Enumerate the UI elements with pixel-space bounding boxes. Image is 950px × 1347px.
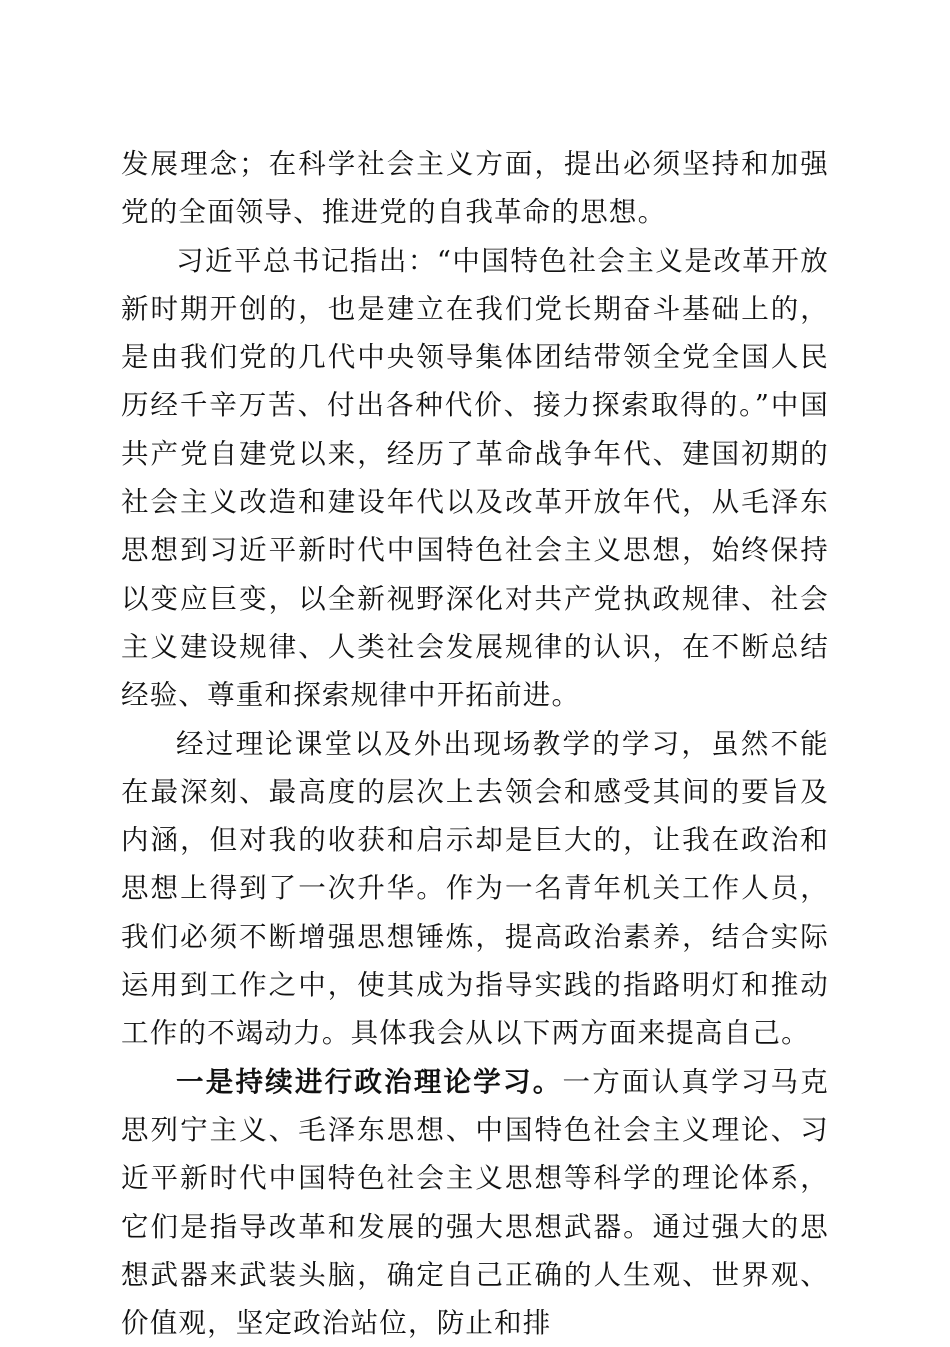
- paragraph-point-one: [121, 1058, 829, 1347]
- paragraph-body-text: 一方面认真学习马克思列宁主义、毛泽东思想、中国特色社会主义理论、习近平新时代中国特色社会主义思想等科学的理论体系，它们是指导改革和发展的强大思想武器。通过强大的思想武器来武装头脑，确定自己正确的人生观、世界观、价值观，坚定政治站位，防止和排: [121, 1065, 829, 1340]
- paragraph-lead-heading: 一是持续进行政治理论学习。: [176, 1065, 563, 1098]
- paragraph-quote: 习近平总书记指出：“中国特色社会主义是改革开放新时期开创的，也是建立在我们党长期奋斗基础上的，是由我们党的几代中央领导集体团结带领全党全国人民历经千辛万苦、付出各种代价、接力探索取得的。”中国共产党自建党以来，经历了革命战争年代、建国初期的社会主义改造和建设年代以及改革开放年代，从毛泽东思想到习近平新时代中国特色社会主义思想，始终保持以变应巨变，以全新视野深化对共产党执政规律、社会主义建设规律、人类社会发展规律的认识，在不断总结经验、尊重和探索规律中开拓前进。: [121, 244, 829, 712]
- document-body: [121, 140, 829, 1347]
- paragraph-continuation: 发展理念；在科学社会主义方面，提出必须坚持和加强党的全面领导、推进党的自我革命的思想。: [121, 148, 829, 229]
- paragraph-reflection: 经过理论课堂以及外出现场教学的学习，虽然不能在最深刻、最高度的层次上去领会和感受其间的要旨及内涵，但对我的收获和启示却是巨大的，让我在政治和思想上得到了一次升华。作为一名青年机关工作人员，我们必须不断增强思想锤炼，提高政治素养，结合实际运用到工作之中，使其成为指导实践的指路明灯和推动工作的不竭动力。具体我会从以下两方面来提高自己。: [121, 727, 829, 1050]
